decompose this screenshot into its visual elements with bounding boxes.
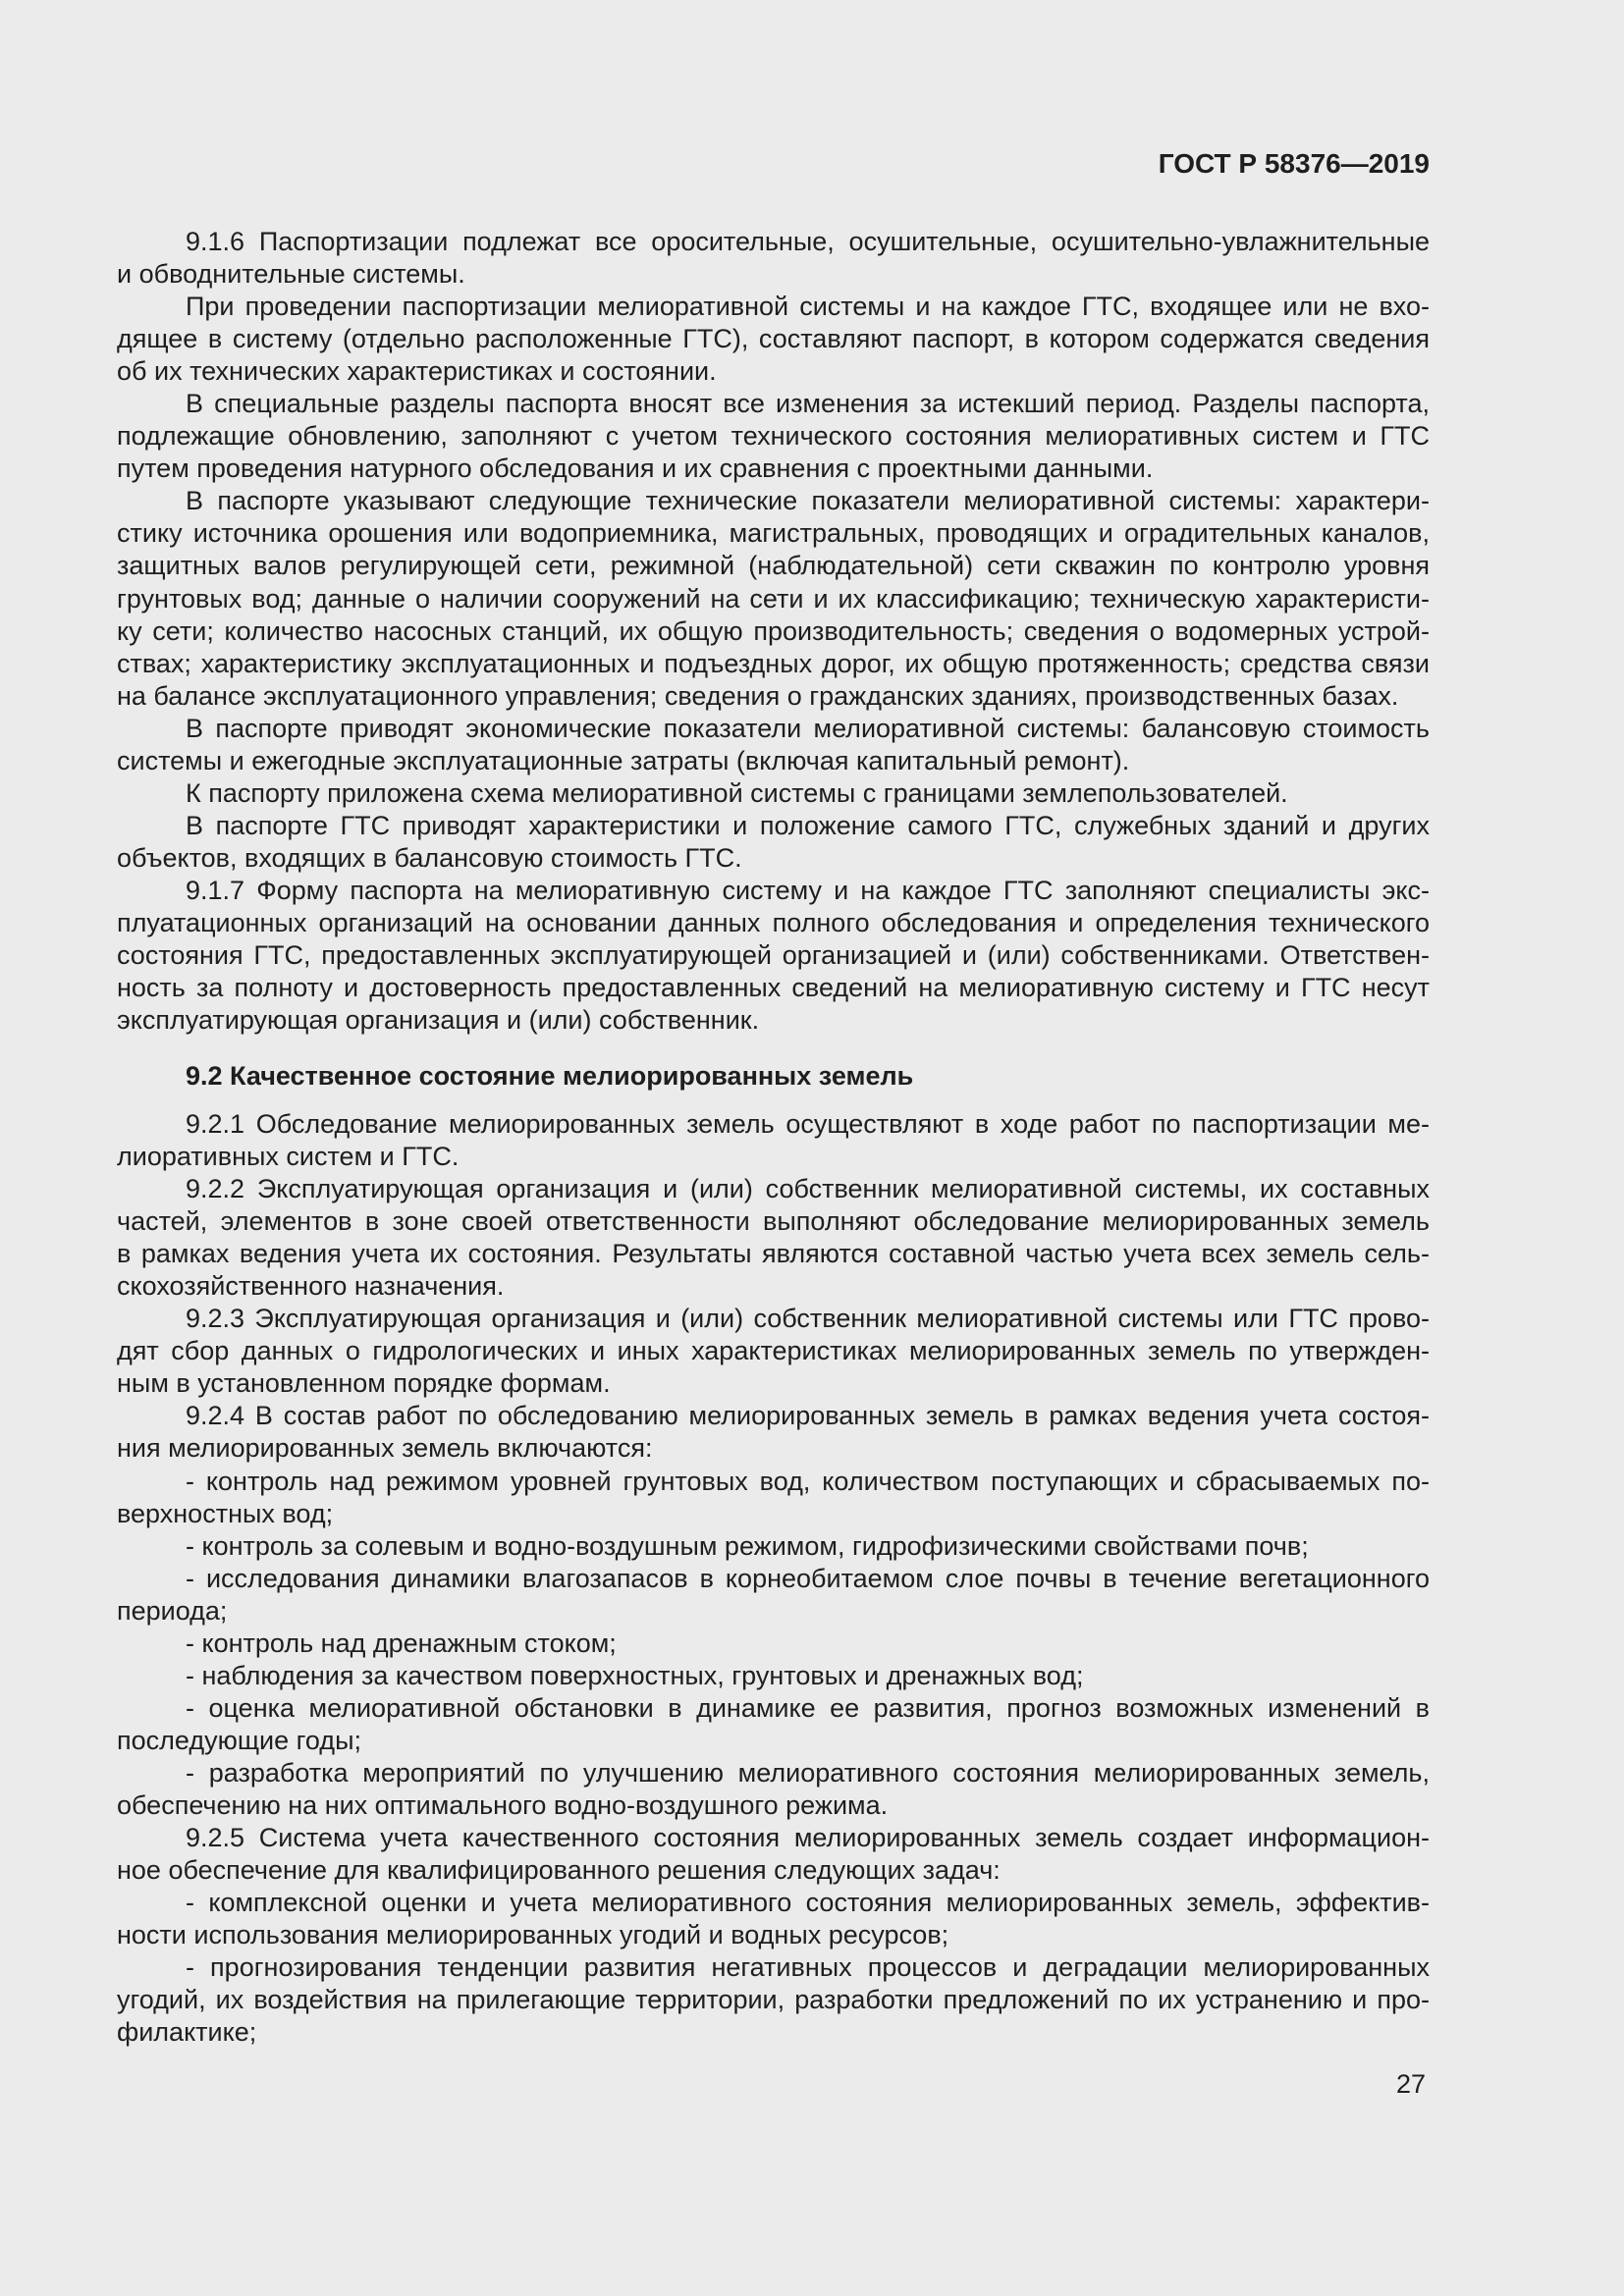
- text-line: грунтовых вод; данные о наличии сооружений на сети и их классификацию; техническую характеристи-: [117, 583, 1430, 614]
- paragraph-9-2-4: [117, 1400, 1430, 1465]
- page-number: 27: [1395, 2069, 1426, 2099]
- paragraph-9-2-5: [117, 1822, 1430, 1887]
- text-line: системы и ежегодные эксплуатационные затраты (включая капитальный ремонт).: [117, 745, 1130, 775]
- text-line: - оценка мелиоративной обстановки в динамике ее развития, прогноз возможных изменений в: [186, 1692, 1430, 1723]
- text-line: путем проведения натурного обследования и их сравнения с проектными данными.: [117, 454, 1154, 484]
- text-line: - разработка мероприятий по улучшению мелиоративного состояния мелиорированных земель,: [186, 1757, 1430, 1788]
- standard-code-header: ГОСТ Р 58376—2019: [1158, 148, 1430, 179]
- text-line: последующие годы;: [117, 1725, 361, 1755]
- text-line: При проведении паспортизации мелиоративной системы и на каждое ГТС, входящее или не вхо-: [186, 292, 1430, 322]
- list-item: [117, 1466, 1430, 1530]
- text-line: ность за полноту и достоверность предоставленных сведений на мелиоративную систему и ГТС несут: [117, 973, 1430, 1003]
- text-line: 9.2.5 Система учета качественного состояния мелиорированных земель создает информацион-: [186, 1823, 1430, 1853]
- text-line: - исследования динамики влагозапасов в корнеобитаемом слое почвы в течение вегетационного: [186, 1563, 1430, 1593]
- text-line: 9.2.1 Обследование мелиорированных земель осуществляют в ходе работ по паспортизации ме-: [186, 1109, 1430, 1139]
- text-line: филактике;: [117, 2017, 257, 2048]
- paragraph-9-2-2: [117, 1173, 1430, 1303]
- text-line: ния мелиорированных земель включаются:: [117, 1433, 653, 1464]
- paragraph: [117, 810, 1430, 875]
- text-line: объектов, входящих в балансовую стоимость ГТС.: [117, 842, 742, 873]
- text-line: ное обеспечение для квалифицированного решения следующих задач:: [117, 1855, 1001, 1886]
- text-line: в рамках ведения учета их состояния. Результаты являются составной частью учета всех земель сель-: [117, 1239, 1430, 1269]
- text-line: 9.2.2 Эксплуатирующая организация и (или) собственник мелиоративной системы, их составных: [186, 1174, 1430, 1204]
- text-line: состояния ГТС, предоставленных эксплуатирующей организацией и (или) собственниками. Ответствен-: [117, 940, 1430, 971]
- paragraph-9-2-1: [117, 1108, 1430, 1173]
- text-line: В паспорте указывают следующие технические показатели мелиоративной системы: характери-: [186, 486, 1430, 516]
- paragraph: [117, 777, 1430, 810]
- text-line: В паспорте ГТС приводят характеристики и положение самого ГТС, служебных зданий и других: [186, 810, 1430, 840]
- text-line: угодий, их воздействия на прилегающие территории, разработки предложений по их устранению и про-: [117, 1985, 1430, 2015]
- text-line: скохозяйственного назначения.: [117, 1271, 505, 1302]
- text-line: дящее в систему (отдельно расположенные ГТС), составляют паспорт, в котором содержатся сведения: [117, 324, 1430, 354]
- text-line: плуатационных организаций на основании данных полного обследования и определения технического: [117, 907, 1430, 937]
- list-item: [117, 1757, 1430, 1822]
- paragraph: [117, 291, 1430, 388]
- text-line: 9.1.7 Форму паспорта на мелиоративную систему и на каждое ГТС заполняют специалисты экс-: [186, 875, 1430, 905]
- text-line: - контроль за солевым и водно-воздушным режимом, гидрофизическими свойствами почв;: [186, 1530, 1309, 1561]
- text-line: ствах; характеристику эксплуатационных и подъездных дорог, их общую протяженность; средства связи: [117, 648, 1430, 678]
- text-line: 9.2.4 В состав работ по обследованию мелиорированных земель в рамках ведения учета состоя-: [186, 1401, 1430, 1431]
- paragraph-9-1-6: [117, 226, 1430, 291]
- list-item: [117, 1692, 1430, 1757]
- text-line: 9.2.3 Эксплуатирующая организация и (или) собственник мелиоративной системы или ГТС прово-: [186, 1304, 1430, 1334]
- text-line: об их технических характеристиках и состоянии.: [117, 356, 717, 387]
- text-line: дят сбор данных о гидрологических и иных характеристиках мелиорированных земель по утвержден-: [117, 1336, 1430, 1366]
- text-line: - контроль над дренажным стоком;: [186, 1628, 617, 1658]
- list-item: [117, 1887, 1430, 1951]
- paragraph-9-2-3: [117, 1303, 1430, 1400]
- paragraph: [117, 485, 1430, 712]
- text-line: обеспечению на них оптимального водно-воздушного режима.: [117, 1789, 889, 1820]
- text-line: и обводнительные системы.: [117, 259, 465, 290]
- paragraph: [117, 713, 1430, 777]
- text-line: лиоративных систем и ГТС.: [117, 1142, 460, 1172]
- list-item: [117, 1951, 1430, 2049]
- text-line: - прогнозирования тенденции развития негативных процессов и деградации мелиорированных: [186, 1952, 1430, 1983]
- text-line: частей, элементов в зоне своей ответственности выполняют обследование мелиорированных земель: [117, 1206, 1430, 1237]
- paragraph-9-1-7: [117, 875, 1430, 1037]
- section-9-2-text: [117, 1108, 1430, 2049]
- text-line: - контроль над режимом уровней грунтовых вод, количеством поступающих и сбрасываемых по-: [186, 1466, 1430, 1496]
- text-line: защитных валов регулирующей сети, режимной (наблюдательной) сети скважин по контролю уровня: [117, 551, 1430, 581]
- list-item: [117, 1530, 1430, 1563]
- list-item: [117, 1628, 1430, 1660]
- text-line: ности использования мелиорированных угодий и водных ресурсов;: [117, 1920, 949, 1950]
- list-item: [117, 1563, 1430, 1628]
- text-line: подлежащие обновлению, заполняют с учетом технического состояния мелиоративных систем и ГТС: [117, 421, 1430, 452]
- text-line: ным в установленном порядке формам.: [117, 1368, 611, 1399]
- text-line: - наблюдения за качеством поверхностных, грунтовых и дренажных вод;: [186, 1660, 1084, 1690]
- paragraph: [117, 388, 1430, 485]
- text-line: К паспорту приложена схема мелиоративной системы с границами землепользователей.: [186, 777, 1288, 808]
- text-line: В специальные разделы паспорта вносят все изменения за истекший период. Разделы паспорта,: [186, 389, 1430, 419]
- list-item: [117, 1660, 1430, 1692]
- text-line: верхностных вод;: [117, 1498, 334, 1528]
- text-line: стику источника орошения или водоприемника, магистральных, проводящих и оградительных каналов,: [117, 518, 1430, 549]
- section-9-1-text: [117, 226, 1430, 1037]
- text-line: - комплексной оценки и учета мелиоративного состояния мелиорированных земель, эффектив-: [186, 1888, 1430, 1918]
- text-line: периода;: [117, 1595, 228, 1626]
- text-line: ку сети; количество насосных станций, их общую производительность; сведения о водомерных устрой-: [117, 615, 1430, 646]
- text-line: эксплуатирующая организация и (или) собственник.: [117, 1005, 760, 1036]
- section-9-2-heading: 9.2 Качественное состояние мелиорированных земель: [186, 1061, 914, 1091]
- text-line: 9.1.6 Паспортизации подлежат все оросительные, осушительные, осушительно-увлажнительные: [186, 227, 1430, 256]
- text-line: на балансе эксплуатационного управления; сведения о гражданских зданиях, производственных базах.: [117, 680, 1399, 711]
- text-line: В паспорте приводят экономические показатели мелиоративной системы: балансовую стоимость: [186, 713, 1430, 743]
